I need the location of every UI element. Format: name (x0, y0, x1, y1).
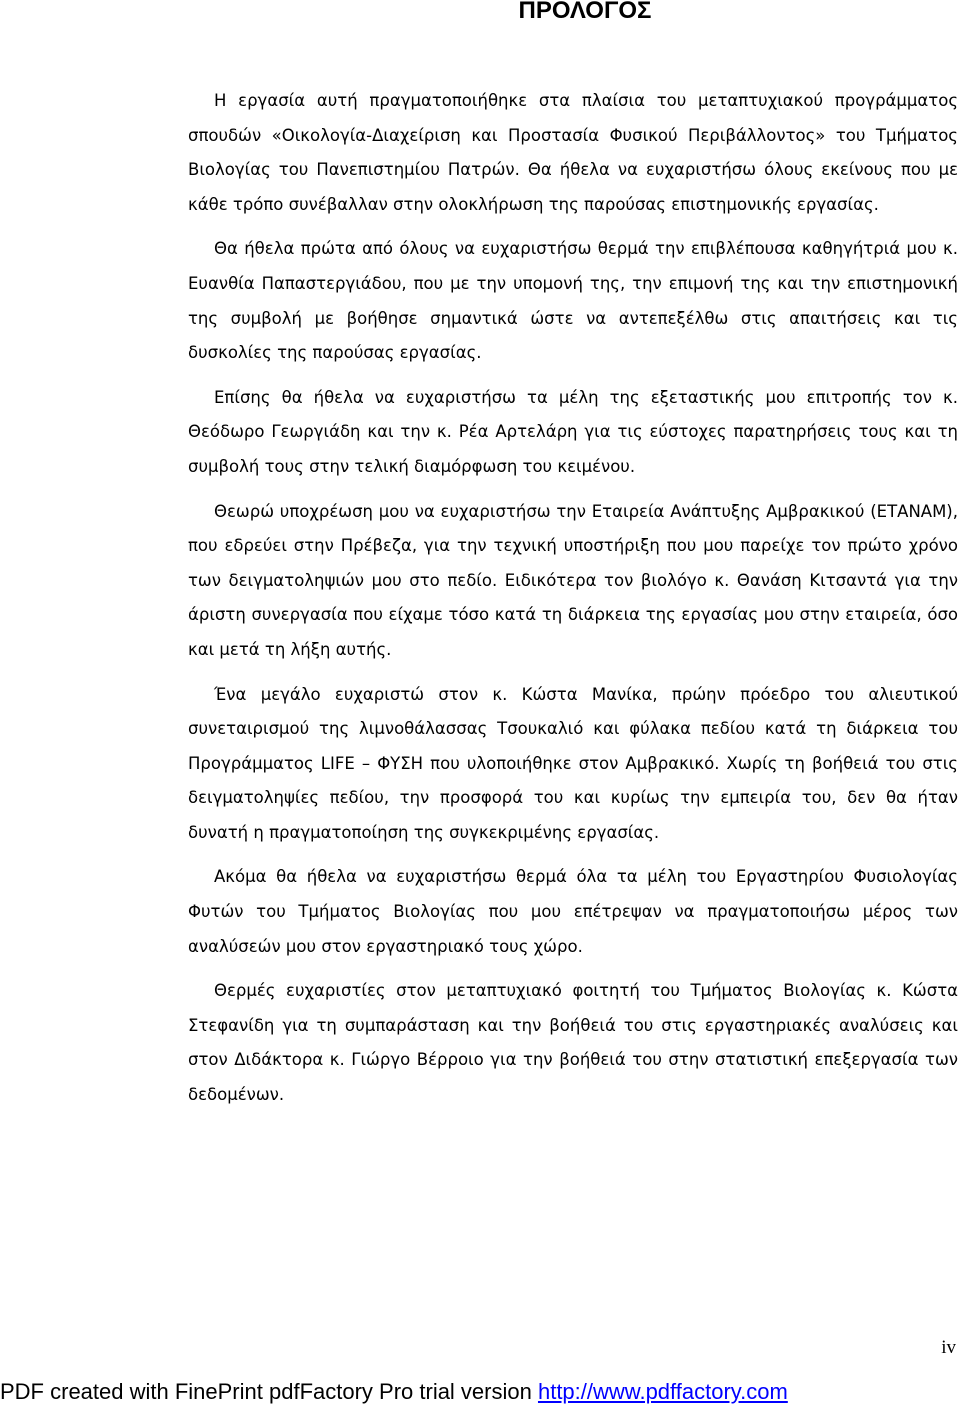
paragraph-committee: Επίσης θα ήθελα να ευχαριστήσω τα μέλη της εξεταστικής μου επιτροπής τον κ. Θεόδωρο Γεωργιάδη και την κ. Ρέα Αρτελάρη για τις εύστοχες παρατηρήσεις τους και τη συμβολή τους στην τελική διαμόρφωση του κειμένου. (188, 387, 958, 476)
paragraph-colleagues: Θερμές ευχαριστίες στον μεταπτυχιακό φοιτητή του Τμήματος Βιολογίας κ. Κώστα Στεφανίδη για τη συμπαράσταση και την βοήθειά του στις εργαστηριακές αναλύσεις και στον Διδάκτορα κ. Γιώργο Βέρροιο για την βοήθειά του στην στατιστική επεξεργασία των δεδομένων. (188, 981, 958, 1105)
footer-text: PDF created with FinePrint pdfFactory Pro trial version (0, 1379, 538, 1404)
footer-link[interactable]: http://www.pdffactory.com (537, 1379, 788, 1404)
paragraph-supervisor: Θα ήθελα πρώτα από όλους να ευχαριστήσω θερμά την επιβλέπουσα καθηγήτριά μου κ. Ευανθία Παπαστεργιάδου, που με την υπομονή της, την επιμονή της και την επιστημονική της συμβολή με βοήθησε σημαντικά ώστε να αντεπεξέλθω στις απαιτήσεις και τις δυσκολίες της παρούσας εργασίας. (188, 239, 958, 363)
pdf-footer (0, 1377, 960, 1407)
paragraph-laboratory: Ακόμα θα ήθελα να ευχαριστήσω θερμά όλα τα μέλη του Εργαστηρίου Φυσιολογίας Φυτών του Τμήματος Βιολογίας που μου επέτρεψαν να πραγματοποιήσω μέρος των αναλύσεών μου στον εργαστηριακό τους χώρο. (188, 867, 958, 956)
document-body (188, 84, 958, 1123)
paragraph-manikas: Ένα μεγάλο ευχαριστώ στον κ. Κώστα Μανίκα, πρώην πρόεδρο του αλιευτικού συνεταιρισμού της λιμνοθάλασσας Τσουκαλιό και φύλακα πεδίου κατά τη διάρκεια του Προγράμματος LIFE – ΦΥΣΗ που υλοποιήθηκε στον Αμβρακικό. Χωρίς τη βοήθειά του στις δειγματοληψίες πεδίου, την προσφορά του και κυρίως την εμπειρία του, δεν θα ήταν δυνατή η πραγματοποίηση της συγκεκριμένης εργασίας. (188, 684, 958, 842)
paragraph-intro: Η εργασία αυτή πραγματοποιήθηκε στα πλαίσια του μεταπτυχιακού προγράμματος σπουδών «Οικολογία-Διαχείριση και Προστασία Φυσικού Περιβάλλοντος» του Τμήματος Βιολογίας του Πανεπιστημίου Πατρών. Θα ήθελα να ευχαριστήσω όλους εκείνους που με κάθε τρόπο συνέβαλλαν στην ολοκλήρωση της παρούσας επιστημονικής εργασίας. (188, 91, 958, 214)
paragraph-etanam: Θεωρώ υποχρέωση μου να ευχαριστήσω την Εταιρεία Ανάπτυξης Αμβρακικού (ΕΤΑΝΑΜ), που εδρεύει στην Πρέβεζα, για την τεχνική υποστήριξη που μου παρείχε τον πρώτο χρόνο των δειγματοληψιών μου στο πεδίο. Ειδικότερα τον βιολόγο κ. Θανάση Κιτσαντά για την άριστη συνεργασία που είχαμε τόσο κατά τη διάρκεια της εργασίας μου στην εταιρεία, όσο και μετά τη λήξη αυτής. (188, 501, 958, 659)
page-number: iv (941, 1337, 956, 1358)
page-title: ΠΡΟΛΟΓΟΣ (518, 0, 652, 24)
